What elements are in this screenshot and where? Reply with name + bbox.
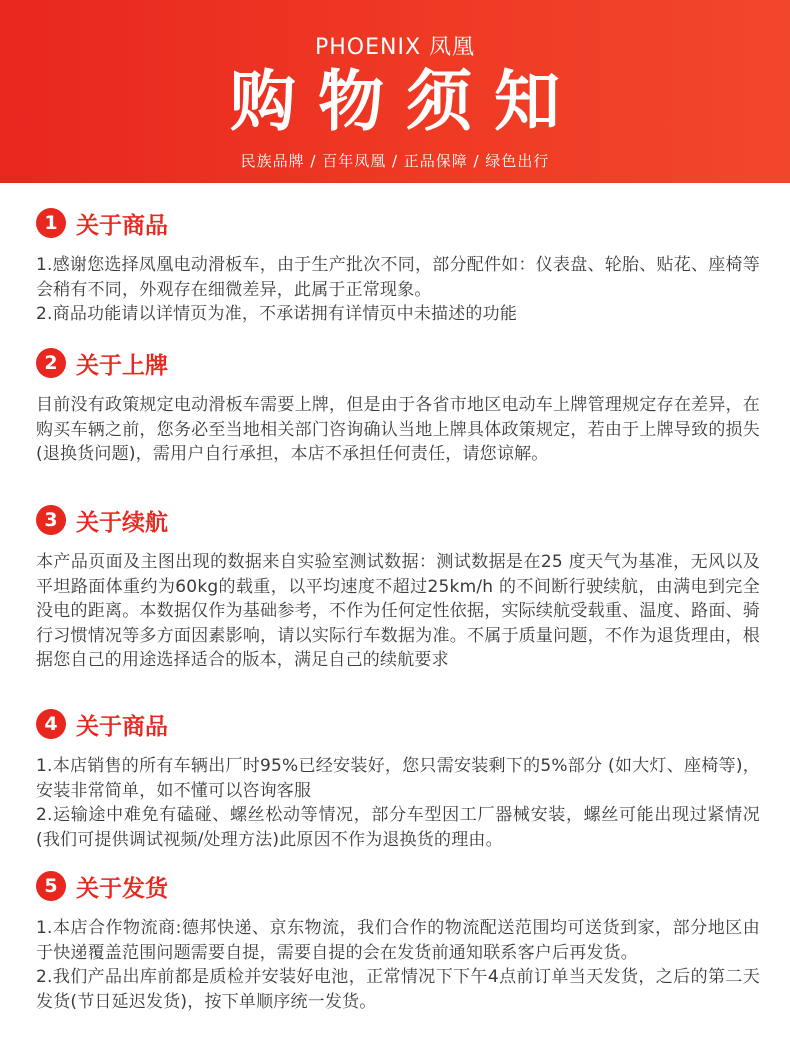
section-product-2 (36, 704, 760, 852)
section-shipping (36, 866, 760, 1014)
section-paragraph: 1.本店销售的所有车辆出厂时95%已经安装好，您只需安装剩下的5%部分 (如大灯、座椅等)，安装非常简单，如不懂可以咨询客服 (36, 756, 760, 801)
section-number-badge: 5 (36, 871, 66, 901)
section-paragraph: 目前没有政策规定电动滑板车需要上牌，但是由于各省市地区电动车上牌管理规定存在差异，在购买车辆之前，您务必至当地相关部门咨询确认当地上牌具体政策规定，若由于上牌导致的损失(退换货问题)，需用户自行承担，本店不承担任何责任，请您谅解。 (36, 395, 760, 464)
section-paragraph: 1.感谢您选择凤凰电动滑板车，由于生产批次不同，部分配件如：仪表盘、轮胎、贴花、座椅等会稍有不同，外观存在细微差异，此属于正常现象。 (36, 255, 760, 300)
section-paragraph: 2.我们产品出库前都是质检并安装好电池，正常情况下下午4点前订单当天发货，之后的第二天发货(节日延迟发货)，按下单顺序统一发货。 (36, 967, 760, 1012)
brand-logo: PHOENIX 凤凰 (314, 35, 476, 60)
tagline: 民族品牌 / 百年凤凰 / 正品保障 / 绿色出行 (240, 152, 550, 170)
section-title: 关于商品 (76, 212, 168, 239)
section-number-badge: 1 (36, 208, 66, 238)
section-number-badge: 4 (36, 709, 66, 739)
header-banner (0, 0, 790, 183)
section-paragraph: 1.本店合作物流商:德邦快递、京东物流，我们合作的物流配送范围均可送货到家，部分地区由于快递覆盖范围问题需要自提，需要自提的会在发货前通知联系客户后再发货。 (36, 918, 760, 963)
section-header (36, 343, 760, 383)
section-product-1 (36, 203, 760, 327)
section-registration (36, 343, 760, 467)
section-header (36, 704, 760, 744)
section-paragraph: 2.商品功能请以详情页为准，不承诺拥有详情页中未描述的功能 (36, 304, 518, 324)
section-title: 关于发货 (76, 875, 168, 902)
section-header (36, 500, 760, 540)
section-title: 关于续航 (76, 509, 168, 536)
section-paragraph: 本产品页面及主图出现的数据来自实验室测试数据：测试数据是在25 度天气为基准，无风以及平坦路面体重约为60kg的载重，以平均速度不超过25km/h 的不间断行驶续航，由满电到完全没电的距离。本数据仅作为基础参考，不作为任何定性依据，实际续航受载重、温度、路面、骑行习惯情况等多方面因素影响，请以实际行车数据为准。不属于质量问题，不作为退货理由，根据您自己的用途选择适合的版本，满足自己的续航要求 (36, 552, 760, 670)
section-header (36, 866, 760, 906)
page-title: 购物须知 (230, 63, 582, 140)
section-title: 关于上牌 (76, 352, 168, 379)
section-number-badge: 2 (36, 348, 66, 378)
section-title: 关于商品 (76, 713, 168, 740)
section-header (36, 203, 760, 243)
section-range (36, 500, 760, 673)
section-number-badge: 3 (36, 505, 66, 535)
section-paragraph: 2.运输途中难免有磕碰、螺丝松动等情况，部分车型因工厂器械安装，螺丝可能出现过紧情况(我们可提供调试视频/处理方法)此原因不作为退换货的理由。 (36, 805, 760, 850)
